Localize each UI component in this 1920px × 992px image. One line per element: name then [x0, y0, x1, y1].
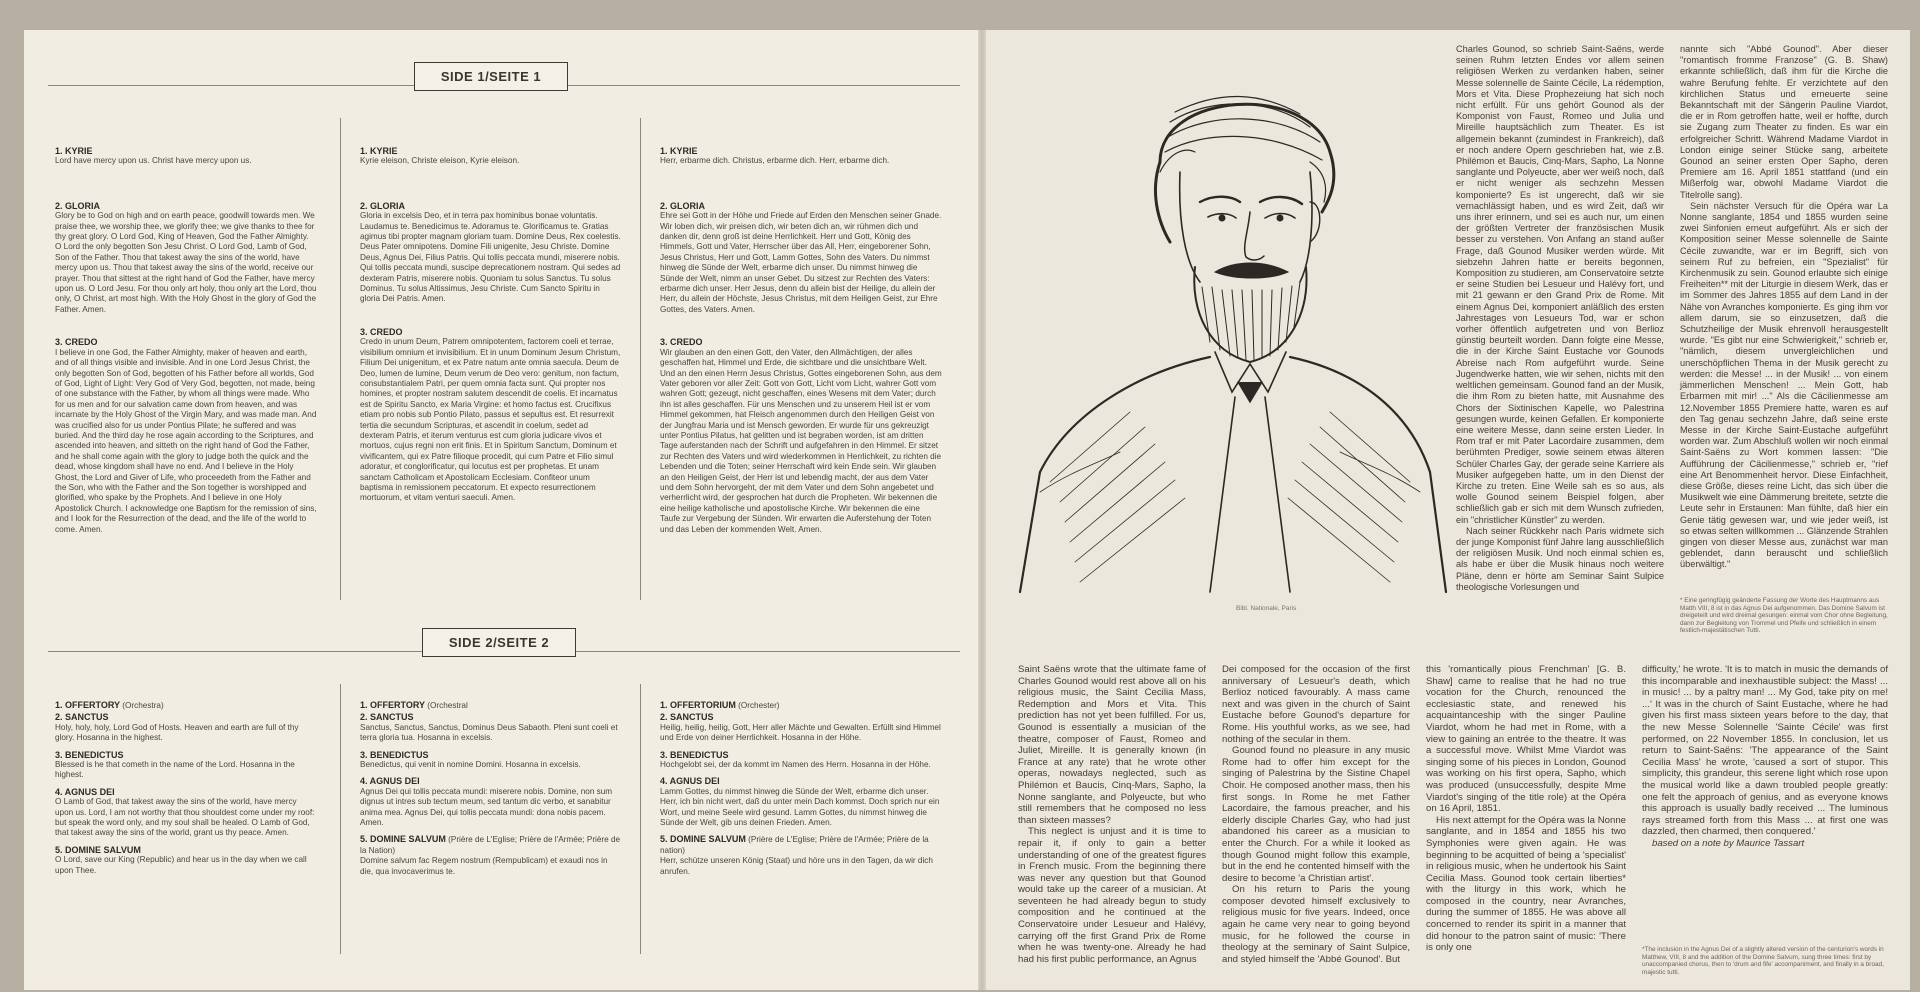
notes-paragraph: His next attempt for the Opéra was la Nonne sanglante, and in 1854 and 1855 his two Symphonies were given again. He was beginning to be acquitted of being a 'specialist' in religious music, when he undertook his Saint Cecilia Mass. Gounod took certain liberties* with the liturgy in this work, which he composed in the country, near Avranches, during the summer of 1855. He was above all concerned to render its spirit in a manner that did honour to the patron saint of music: 'There is only one: [1426, 814, 1626, 954]
section-heading: 4. AGNUS DEI: [360, 776, 420, 787]
section-text: Wir glauben an den einen Gott, den Vater, den Allmächtigen, der alles geschaffen hat, Himmel und Erde, die sichtbare und die unsichtbare Welt. Und an den einen Herrn Jesus Christus, Gottes eingeborenen Sohn, aus dem Vater geboren vor aller Zeit: Gott von Gott, Licht vom Licht, wahrer Gott vom wahren Gott; gezeugt, nicht geschaffen, eines Wesens mit dem Vater; durch ihn ist alles geschaffen. Für uns Menschen und zu unserem Heil ist er vom Himmel gekommen, hat Fleisch angenommen durch den Heiligen Geist von der Jungfrau Maria und ist Mensch geworden. Er wurde für uns gekreuzigt unter Pontius Pilatus, hat gelitten und ist begraben worden, ist am dritten Tage auferstanden nach der Schrift und aufgefahren in den Himmel. Er sitzet zur Rechten des Vaters und wird wiederkommen in Herrlichkeit, zu richten die Lebenden und die Toten; seiner Herrschaft wird kein Ende sein. Wir glauben an den Heiligen Geist, der Herr ist und lebendig macht, der aus dem Vater und dem Sohn hervorgeht, der mit dem Vater und dem Sohn angebetet und verherrlicht wird, der gesprochen hat durch die Propheten. Wir bekennen die eine heilige katholische und apostolische Kirche. Wir bekennen die eine Taufe zur Vergebung der Sünden. Wir erwarten die Auferstehung der Toten und das Leben der kommenden Welt. Amen.: [660, 347, 942, 534]
german-notes-col1: [1456, 44, 1664, 593]
column-divider: [340, 684, 341, 954]
section-text: O Lord, save our King (Republic) and hear us in the day when we call upon Thee.: [55, 855, 307, 875]
section-note: (Orchester): [738, 701, 780, 710]
section-text: O Lamb of God, that takest away the sins of the world, have mercy upon us. Lord, I am not worthy that thou shouldest come under my roof: but speak the word only, and my soul shall be healed. O Lamb of God, that takest away the sins of the world, grant us thy peace. Amen.: [55, 797, 315, 838]
section-heading: 3. CREDO: [660, 337, 703, 348]
section-note: (Orchestra): [122, 701, 164, 710]
section-text: Benedictus, qui venit in nomine Domini. Hosanna in excelsis.: [360, 760, 581, 770]
spine-gutter: [978, 30, 986, 990]
section-text: Herr, schütze unseren König (Staat) und höre uns in den Tagen, da wir dich anrufen.: [660, 856, 933, 876]
section-text: Lamm Gottes, du nimmst hinweg die Sünde der Welt, erbarme dich unser. Herr, ich bin nicht wert, daß du unter mein Dach kommst. Doch sprich nur ein Wort, und meine Seele wird gesund. Lamm Gottes, du nimmst hinweg die Sünde der Welt, gib uns deinen Frieden. Amen.: [660, 786, 940, 828]
english-notes-col1: [1018, 664, 1206, 965]
rule: [576, 651, 960, 652]
rule: [48, 651, 422, 652]
column-divider: [340, 118, 341, 600]
section-text: Gloria in excelsis Deo, et in terra pax hominibus bonae voluntatis. Laudamus te. Benedicimus te. Adoramus te. Glorificamus te. Gratias agimus tibi propter magnam gloriam tuam. Domine Deus, Rex coelestis. Deus Pater omnipotens. Domine Fili unigenite, Jesu Christe. Domine Deus, Agnus Dei, Filius Patris. Qui tollis peccata mundi, miserere nobis. Qui tollis peccata mundi, suscipe deprecationem nostram. Qui sedes ad dexteram Patris, miserere nobis. Quoniam tu solus Sanctus. Tu solus Dominus. Tu solus Altissimus, Jesu Christe. Cum Sancto Spiritu in gloria Dei Patris. Amen.: [360, 211, 621, 304]
notes-paragraph: difficulty,' he wrote. 'It is to match in music the demands of this incomparable and inexhaustible subject: the Mass! ... in music! ... by a paltry man! ... My God, take pity on me! ...' It was in the church of Saint Eustache, where he had given his first mass sixteen years before to the day, that the new Messe Solennelle 'Sainte Cécile' was first performed, on 22 November 1855. In conclusion, let us return to Saint-Saëns: 'The appearance of the Saint Cecilia Mass' he wrote, 'caused a sort of stupor. This simplicity, this grandeur, this serene light which rose upon the musical world like a dawn troubled people greatly: one felt the approach of genius, and as everyone knows this approach is usually badly received ... The luminous rays streamed forth from this Mass ... at first one was dazzled, then charmed, then conquered.': [1642, 664, 1888, 838]
side2-english-column: [55, 700, 317, 876]
notes-paragraph: Gounod found no pleasure in any music Rome had to offer him except for the singing of Palestrina by the Sistine Chapel Choir. He composed another mass, then his first songs. In Rome he met Father Lacordaire, the famous preacher, and his elderly disciple Charles Gay, who had just abandoned his career as a musician to enter the Church. For a while it looked as though Gounod might follow this example, but in the end he contented himself with the desire to become 'a Christian artist'.: [1222, 745, 1410, 884]
section-heading: 4. AGNUS DEI: [55, 786, 115, 797]
english-notes-col4: [1642, 664, 1888, 850]
section-heading: 3. CREDO: [55, 337, 98, 348]
side2-latin-column: [360, 700, 622, 877]
english-notes-col2: [1222, 664, 1410, 965]
section-text: Ehre sei Gott in der Höhe und Friede auf Erden den Menschen seiner Gnade. Wir loben dich, wir preisen dich, wir beten dich an, wir rühmen dich und danken dir, denn groß ist deine Herrlichkeit. Herr und Gott, König des Himmels, Gott und Vater, Herrscher über das All, Herr, eingeborener Sohn, Jesus Christus, Herr und Gott, Lamm Gottes, Sohn des Vaters. Du nimmst hinweg die Sünde der Welt, erbarme dich unser. Du nimmst hinweg die Sünde der Welt, nimm an unser Gebet. Du sitzest zur Rechten des Vaters: erbarme dich unser. Herr Jesus, denn du allein bist der Heilige, du allein der Herr, du allein der Höchste, Jesus Christus, mit dem Heiligen Geist, zur Ehre Gottes, des Vaters. Amen.: [660, 211, 942, 314]
section-text: Sanctus, Sanctus, Sanctus, Dominus Deus Sabaoth. Pleni sunt coeli et terra gloria tua. Hosanna in excelsis.: [360, 722, 618, 743]
section-text: Lord have mercy upon us. Christ have mercy upon us.: [55, 156, 252, 166]
notes-paragraph: On his return to Paris the young composer devoted himself exclusively to religious music for five years. Indeed, once again he came very near to going beyond music, for he followed the course in theology at the seminary of Saint Sulpice, and styled himself the 'Abbé Gounod'. But: [1222, 884, 1410, 965]
section-heading: 2. SANCTUS: [360, 712, 414, 723]
section-heading: 1. KYRIE: [55, 146, 93, 156]
section-text: Agnus Dei qui tollis peccata mundi: miserere nobis. Domine, non sum dignus ut intres sub tectum meum, sed tantum dic verbo, et sanabitur anima mea. Agnus Dei, qui tollis peccata mundi: dona nobis pacem. Amen.: [360, 786, 613, 828]
section-heading: 2. GLORIA: [360, 200, 406, 211]
section-heading: 5. DOMINE SALVUM: [660, 834, 746, 845]
english-footnote: *The inclusion in the Agnus Dei of a slightly altered version of the centurion's words in Matthew, VIII, 8 and the addition of the Domine Salvum, sung three times: first by unaccompanied chorus, then to 'drum and fife' accompaniment, and finally in a broad, majestic tutti.: [1642, 946, 1884, 976]
section-note: (Orchestral: [427, 701, 468, 710]
section-heading: 5. DOMINE SALVUM: [55, 844, 141, 855]
notes-paragraph: Saint Saëns wrote that the ultimate fame of Charles Gounod would rest above all on his religious music, the Saint Cecilia Mass, Redemption and Mors et Vita. This prediction has not yet been fulfilled. For us, Gounod is essentially a musician of the theatre, composer of Faust, Romeo and Juliet, Mireille. It is generally known (in France at any rate) that he wrote other operas, nowadays neglected, such as Philémon et Baucis, Cinq-Mars, Sapho, la Nonne sanglante, and Polyeucte, but who still remembers that he composed no less than sixteen masses?: [1018, 664, 1206, 826]
section-heading: 2. SANCTUS: [660, 712, 714, 723]
section-heading: 5. DOMINE SALVUM: [360, 834, 446, 845]
section-text: Holy, holy, holy, Lord God of Hosts. Heaven and earth are full of thy glory. Hosanna in the highest.: [55, 722, 299, 743]
rule: [568, 85, 960, 86]
section-text: Domine salvum fac Regem nostrum (Rempublicam) et exaudi nos in die, qua invocaverimus te.: [360, 856, 608, 876]
section-text: I believe in one God, the Father Almighty, maker of heaven and earth, and of all things visible and invisible. And in one Lord Jesus Christ, the only begotten Son of God, begotten of his Father before all worlds, God of God, Light of Light: Very God of Very God, begotten, not made, being of one substance with the Father, by whom all things were made. Who for us men and for our salvation came down from heaven, and was incarnate by the Holy Ghost of the Virgin Mary, and was made man. And was crucified also for us under Pontius Pilate; he suffered and was buried. And the third day he rose again according to the Scriptures, and ascended into heaven, and sitteth on the right hand of God the Father, and he shall come again with the glory to judge both the quick and the dead, whose kingdom shall have no end. And I believe in the Holy Ghost, the Lord and Giver of Life, who proceedeth from the Father and the Son, who with the Father and the Son together is worshipped and glorified, who spake by the Prophets. And I believe in one Holy Apostolick Church. I acknowledge one Baptism for the remission of sins, and I look for the Resurrection of the dead, and the life of the world to come. Amen.: [55, 347, 317, 534]
section-text: Heilig, heilig, heilig, Gott, Herr aller Mächte und Gewalten. Erfüllt sind Himmel und Erde von deiner Herrlichkeit. Hosanna in der Höhe.: [660, 722, 941, 743]
german-footnote: * Eine geringfügig geänderte Fassung der Worte des Hauptmanns aus Matth VIII, 8 ist in das Agnus Dei aufgenommen. Das Domine Salvum ist dreigeteilt und wird dreimal gesungen: einmal vom Chor ohne Begleitung, dann zur Begleitung von Trommel und Pfeife und schließlich in einem festlich-majestätischen Tutti.: [1680, 597, 1888, 635]
section-heading: 2. SANCTUS: [55, 712, 109, 723]
english-notes-col3: [1426, 664, 1626, 954]
german-notes-col2: [1680, 44, 1888, 571]
section-text: Blessed is he that cometh in the name of the Lord. Hosanna in the highest.: [55, 760, 295, 780]
side2-german-column: [660, 700, 942, 877]
portrait-engraving: [1010, 52, 1450, 600]
notes-paragraph: nannte sich "Abbé Gounod". Aber dieser "romantisch fromme Franzose" (G. B. Shaw) erkannte schließlich, daß ihm für die Kirche die wahre Berufung fehlte. Er verzichtete auf den kirchlichen Status und erneuerte seine Bekanntschaft mit der Sängerin Pauline Viardot, die er in Rom getroffen hatte, weil er hoffte, durch sie Zugang zum Theater zu finden. Es war ein erfolgreicher Schritt. Während Madame Viardot in London einige seiner Stücke sang, arbeitete Gounod an seiner ersten Oper Sapho, deren Premiere am 16. April 1851 stattfand (und ein Mißerfolg war, obwohl Madame Viardot die Titelrolle sang).: [1680, 44, 1888, 200]
column-divider: [640, 118, 641, 600]
section-heading: 3. BENEDICTUS: [660, 749, 729, 760]
section-heading: 3. CREDO: [360, 326, 403, 337]
notes-paragraph: Dei composed for the occasion of the first anniversary of Lesueur's death, which Berlioz noticed favourably. A mass came next and was given in the church of Saint Eustache before Gounod's departure for Rome. His youthful works, as we see, had nothing of the secular in them.: [1222, 664, 1410, 745]
side1-german-column: [660, 146, 942, 535]
side1-title: SIDE 1/SEITE 1: [414, 62, 568, 91]
section-heading: 1. OFFERTORY: [55, 700, 121, 710]
section-heading: 1. KYRIE: [660, 146, 698, 156]
side2-title: SIDE 2/SEITE 2: [422, 628, 576, 657]
section-text: Glory be to God on high and on earth peace, goodwill towards men. We praise thee, we worship thee, we glorify thee; we give thanks to thee for thy great glory. O Lord God, King of Heaven, God the Father Almighty. O Lord the only begotten Son Jesu Christ. O Lord God, Lamb of God, Son of the Father. Thou that takest away the sins of the world, have mercy upon us. Thou that takest away the sins of the world, receive our prayer. Thou that sittest at the right hand of God the Father, have mercy upon us. O Lord Jesu. For thou only art holy, thou only art the Lord, thou only, O Christ, art most high. With the Holy Ghost in the glory of God the Father. Amen.: [55, 211, 317, 314]
rule: [48, 85, 414, 86]
section-text: Herr, erbarme dich. Christus, erbarme dich. Herr, erbarme dich.: [660, 156, 890, 166]
section-text: Hochgelobt sei, der da kommt im Namen des Herrn. Hosanna in der Höhe.: [660, 760, 931, 770]
notes-paragraph: this 'romantically pious Frenchman' [G. B. Shaw] came to realise that he had no true vocation for the Church, renounced the ecclesiastic state, and renewed his acquaintanceship with the singer Pauline Viardot, whom he had met in Rome, with a view to gaining an entrée to the theatre. It was a successful move. Whilst Mme Viardot was singing some of his pieces in London, Gounod was working on his first opera, Sapho, which was produced (unsuccessfully, despite Mme Viardot's singing of the title role) at the Opéra on 16 April, 1851.: [1426, 664, 1626, 815]
portrait-caption: Bibl. Nationale, Paris: [1236, 605, 1297, 612]
notes-credit: based on a note by Maurice Tassart: [1652, 837, 1805, 849]
section-heading: 1. OFFERTORY: [360, 700, 426, 710]
side1-english-column: [55, 146, 317, 535]
section-text: Kyrie eleison, Christe eleison, Kyrie eleison.: [360, 156, 520, 166]
section-note: (Prière de L'Eglise; Prière de l'Armée; Prière de la Nation): [360, 835, 621, 855]
section-text: Credo in unum Deum, Patrem omnipotentem, factorem coeli et terrae, visibilium omnium et invisibilium. Et in unum Dominum Jesum Christum, Filium Dei unigenitum, et ex Patre natum ante omnia saecula. Deum de Deo, lumen de lumine, Deum verum de Deo vero: genitum, non factum, consubstantialem Patri, per quem omnia facta sunt. Qui propter nos homines, et propter nostram salutem descendit de coelis. Et incarnatus est de Spiritu Sancto, ex Maria Virgine: et homo factus est. Crucifixus etiam pro nobis sub Pontio Pilato, passus et sepultus est. Et resurrexit tertia die secundum Scripturas, et ascendit in coelum, sedet ad dexteram Patris, et iterum venturus est cum gloria judicare vivos et mortuos, cujus regni non erit finis. Et in Spiritum Sanctum, Dominum et vivificantem, qui ex Patre filioque procedit, qui cum Patre et Filio simul adoratur, et conglorificatur, qui locutus est per prophetas. Et unam sanctam Catholicam et Apostolicam Ecclesiam. Confiteor unum baptisma in remissionem peccatorum. Et expecto resurrectionem mortuorum, et vitam venturi saeculi. Amen.: [360, 337, 621, 503]
notes-paragraph: This neglect is unjust and it is time to repair it, if only to gain a better understanding of one of the greatest figures in French music. From the beginning there was never any question but that Gounod would take up the career of a musician. At seventeen he had already begun to study composition and he continued at the Conservatoire under Lesueur and Halévy, carrying off the first Grand Prix de Rome when he was twenty-one. Already he had had his first public performance, an Agnus: [1018, 826, 1206, 965]
section-heading: 3. BENEDICTUS: [55, 749, 124, 760]
side1-latin-column: [360, 146, 622, 504]
section-heading: 2. GLORIA: [660, 200, 706, 211]
notes-paragraph: Charles Gounod, so schrieb Saint-Saëns, werde seinen Ruhm letzten Endes vor allem seinen religiösen Werken zu verdanken haben, seiner Messe solennelle de Sainte Cécile, La rédemption, Mors et Vita. Diese Prophezeiung hat sich noch nicht erfüllt. Für uns gehört Gounod als der Komponist von Faust, Romeo und Julia und Mireille hauptsächlich zum Theater. Es ist allgemein bekannt (zumindest in Frankreich), daß er noch andere Opern geschrieben hat, wie z.B. Philémon et Baucis, Cinq-Mars, Sapho, La Nonne sanglante und Polyeucte, aber wer weiß noch, daß er nicht weniger als sechzehn Messen komponierte? Es ist ungerecht, daß wir sie vernachlässigt haben, und es wird Zeit, daß wir uns ihrer erinnern, und sei es auch nur, um einen der größten Vertreter der französischen Musik besser zu verstehen. Von Anfang an stand außer Frage, daß Gounod Musiker werden würde. Mit siebzehn Jahren hatte er bereits begonnen, Komposition zu studieren, am Conservatoire setzte er seine Studien bei Lesueur und Halévy fort, und mit 21 gewann er den Grand Prix de Rome. Mit einem Agnus Dei, komponiert anläßlich des ersten Jahrestages von Lesueurs Tod, war er schon vorher öffentlich aufgetreten und von Berlioz günstig beurteilt worden. Dann folgte eine Messe, die in der Kirche Saint Eustache vor Gounods Abreise nach Rom aufgeführt wurde. Seine Jugendwerke hatten, wie wir sehen, nichts mit den weltlichen gemeinsam. Gounod fand an der Musik, die ihm Rom zu bieten hatte, mit Ausnahme des Chors der Sixtinischen Kapelle, wo Palestrina gesungen wurde, keinen Gefallen. Er komponierte eine weitere Messe, dann seine ersten Lieder. In Rom traf er mit Pater Lacordaire zusammen, dem berühmten Prediger, sowie seinem etwas älteren Schüler Charles Gay, der gerade seine Karriere als Musiker aufgegeben hatte, um in den Dienst der Kirche zu treten. Eine Weile sah es so aus, als wolle Gounod seinem Beispiel folgen, aber schließlich gab er sich mit dem Wunsch zufrieden, ein "christlicher Künstler" zu werden.: [1456, 44, 1664, 525]
section-heading: 3. BENEDICTUS: [360, 749, 429, 760]
section-heading: 1. KYRIE: [360, 146, 398, 156]
section-heading: 2. GLORIA: [55, 200, 101, 211]
section-heading: 4. AGNUS DEI: [660, 776, 720, 787]
notes-paragraph: Sein nächster Versuch für die Opéra war La Nonne sanglante, 1854 und 1855 wurden seine zwei Sinfonien erneut aufgeführt. Als er sich der Komposition seiner Messe solennelle de Sainte Cécile zuwandte, war er im Begriff, sich von seinem Ruf zu befreien, ein "Spezialist" für Kirchenmusik zu sein. Gounod erlaubte sich einige Freiheiten** mit der Liturgie in diesem Werk, das er im Sommer des Jahres 1855 auf dem Land in der Nähe von Avranches komponierte. Es ging ihm vor allem darum, sie so einzusetzen, daß die Schutzheilige der Musik ehrenvoll herausgestellt wurde. "Es gibt nur eine Schwierigkeit," schrieb er, "nämlich, diesem unvergleichlichen und unerschöpflichen Thema in der Musik gerecht zu werden: die Messe! ... in der Musik! ... von einem jämmerlichen Menschen! ... Mein Gott, hab Erbarmen mit mir! ..." Als die Cäcilienmesse am 12.November 1855 Premiere hatte, waren es auf den Tag genau sechzehn Jahre, daß seine erste Messe in der Kirche Saint-Eustache aufgeführt worden war. Zum Abschluß wollen wir noch einmal Saint-Saëns zu Wort kommen lassen: "Die Aufführung der Cäcilienmesse," schrieb er, "rief eine Art Benommenheit hervor. Diese Einfachheit, diese Größe, dieses reine Licht, das sich über die Musikwelt wie eine Dämmerung breitete, setzte die Leute sehr in Erstaunen: Man fühlte, daß hier ein Genie tätig gewesen war, und wie jeder weiß, ist so etwas selten willkommen ... Glänzende Strahlen gingen von dieser Messe aus, zunächst war man geblendet, dann berauscht und schließlich überwältigt.": [1680, 200, 1888, 570]
column-divider: [640, 684, 641, 954]
section-note: (Prière de L'Eglise; Prière de l'Armée; Prière de la nation): [660, 835, 929, 855]
section-heading: 1. OFFERTORIUM: [660, 700, 736, 710]
notes-paragraph: Nach seiner Rückkehr nach Paris widmete sich der junge Komponist fünf Jahre lang ausschließlich der religiösen Musik. Und noch einmal schien es, als habe er über die Musik hinaus noch weitere Pläne, denn er hörte am Seminar Saint Sulpice theologische Vorlesungen und: [1456, 525, 1664, 592]
